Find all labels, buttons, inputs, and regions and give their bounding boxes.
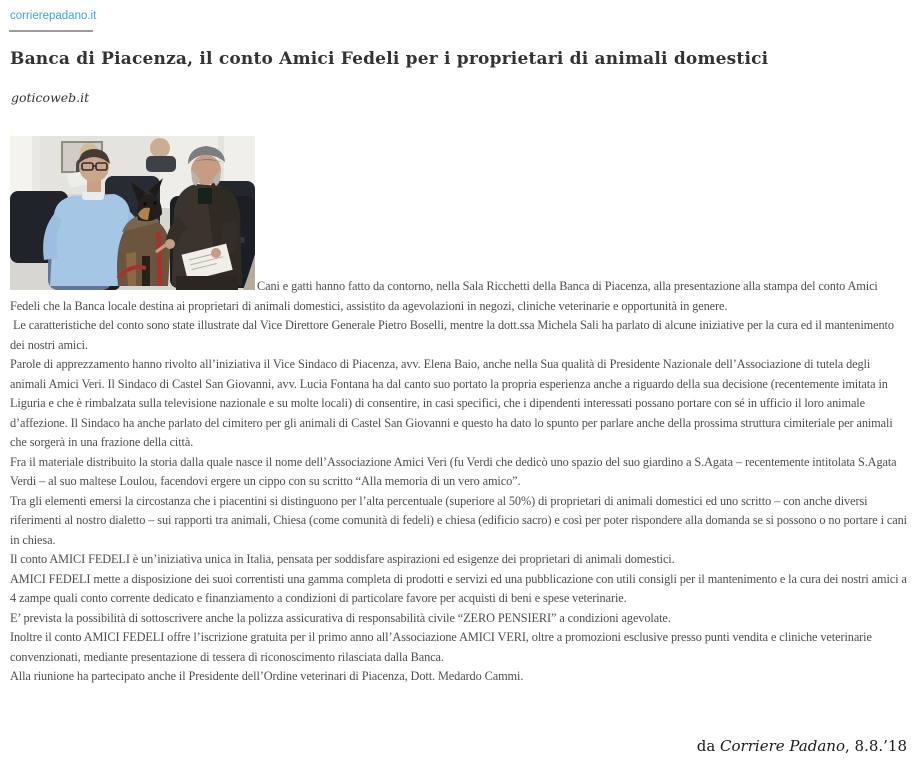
paragraph: E’ prevista la possibilità di sottoscrivere anche la polizza assicurativa di responsabilità civile “ZERO PENSIERI” a condizioni agevolate. [10, 610, 671, 625]
article-body [10, 136, 908, 687]
attribution-prefix: da [696, 737, 721, 755]
paragraph: Inoltre il conto AMICI FEDELI offre l’iscrizione gratuita per il primo anno all’Associazione AMICI VERI, oltre a promozioni esclusive presso punti vendita e cliniche veterinarie convenzionati, mediante presentazione di tessera di riconoscimento rilasciata dalla Banca. [10, 630, 875, 664]
paragraph: Alla riunione ha partecipato anche il Presidente dell’Ordine veterinari di Piacenza, Dott. Medardo Cammi. [10, 669, 524, 683]
page-title: Banca di Piacenza, il conto Amici Fedeli per i proprietari di animali domestici [10, 49, 769, 69]
site-link[interactable]: corrierepadano.it [10, 10, 97, 22]
paragraph-text: Cani e gatti hanno fatto da contorno, nella Sala Ricchetti della Banca di Piacenza, alla presentazione alla stampa del conto Amici Fedeli che la Banca locale destina ai proprietari di animali domestici, assistito da agevolazioni in negozi, cliniche veterinarie e opportunità in genere. [10, 279, 881, 313]
header-divider [9, 30, 93, 32]
source-attribution [697, 737, 907, 755]
attribution-date: , 8.8.’18 [844, 737, 907, 755]
byline: goticoweb.it [11, 90, 90, 105]
paragraph-lead [10, 136, 908, 316]
paragraph: Parole di apprezzamento hanno rivolto all’iniziativa il Vice Sindaco di Piacenza, avv. Elena Baio, anche nella Sua qualità di Presidente Nazionale dell’Associazione di tutela degli animali Amici Veri. Il Sindaco di Castel San Giovanni, avv. Lucia Fontana ha dal canto suo portato la propria esperienza anche a riguardo della sua decisione (recentemente imitata in Liguria e che è rimbalzata sulla televisione nazionale e su molte locali) di consentire, in casi specifici, che i dipendenti interessati possano portare con sé in ufficio il loro animale d’affezione. Il Sindaco ha anche parlato del cimitero per gli animali di Castel San Giovanni e questo ha dato lo spunto per parlare anche della prossima struttura cimiteriale per animali che sorgerà in una frazione della città. [10, 357, 896, 449]
paragraph: Fra il materiale distribuito la storia dalla quale nasce il nome dell’Associazione Amici Veri (fu Verdi che dedicò uno spazio del suo giardino a S.Agata – recentemente intitolata S.Agata Verdi – al suo maltese Loulou, facendovi ergere un cippo con su scritto “Alla memoria di un vero amico”. [10, 454, 900, 488]
paragraph: Il conto AMICI FEDELI è un’iniziativa unica in Italia, pensata per soddisfare aspirazioni ed esigenze dei proprietari di animali domestici. [10, 552, 675, 566]
paragraph: Le caratteristiche del conto sono state illustrate dal Vice Direttore Generale Pietro Boselli, mentre la dott.ssa Michela Sali ha parlato di alcune iniziative per la cura ed il mantenimento dei nostri amici. [10, 318, 897, 352]
attribution-source: Corriere Padano [720, 737, 845, 755]
article-photo [10, 136, 255, 290]
paragraph: Tra gli elementi emersi la circostanza che i piacentini si distinguono per l’alta percentuale (superiore al 50%) di proprietari di animali domestici ed uno scritto – con anche diversi riferimenti al nostro dialetto – sui rapporti tra animali, Chiesa (come comunità di fedeli) e chiesa (edificio sacro) e così per poter rispondere alla domanda se si possono o no portare i cani in chiesa. [10, 493, 910, 547]
paragraph: AMICI FEDELI mette a disposizione dei suoi correntisti una gamma completa di prodotti e servizi ed una pubblicazione con utili consigli per il mantenimento e la cura dei nostri amici a 4 zampe quali conto corrente dedicato e finanziamento a condizioni di particolare favore per acquisti di beni e spese veterinarie. [10, 571, 910, 605]
